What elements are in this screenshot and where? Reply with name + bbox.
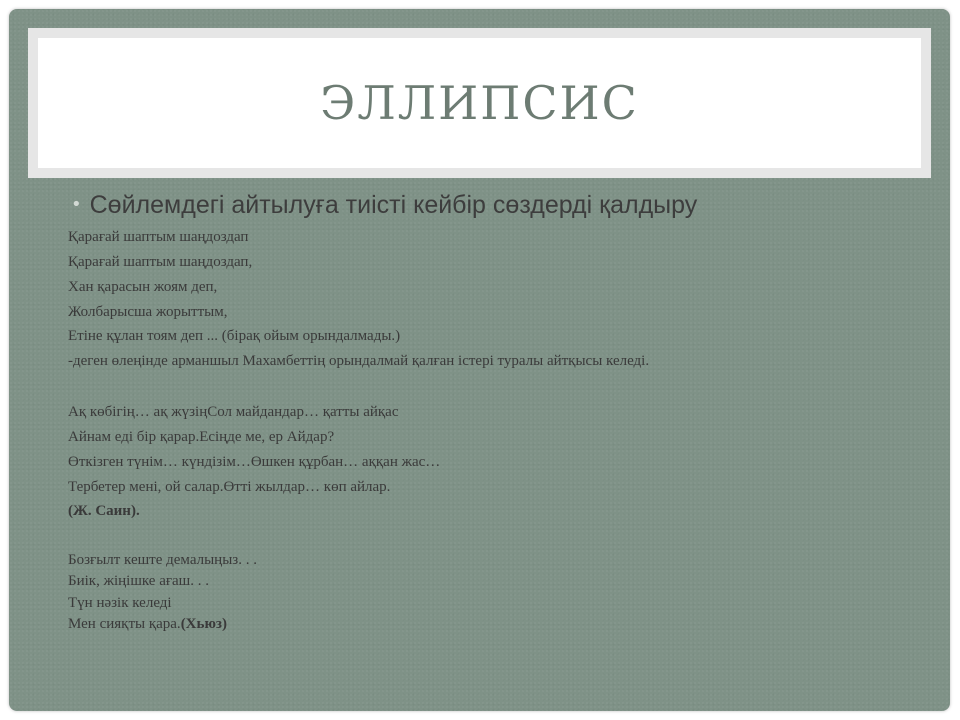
poem3-line: Биік, жіңішке ағаш. . .: [68, 573, 209, 589]
poem2-line: Айнам еді бір қарар.Есіңде ме, ер Айдар?: [68, 429, 335, 445]
poem3-last-line: [68, 616, 227, 633]
poem2-line: Тербетер мені, ой салар.Өтті жылдар… көп айлар.: [68, 479, 391, 495]
poem2-line: Ақ көбігің… ақ жүзіңСол майдандар… қатты айқас: [68, 404, 399, 420]
poem1-line: -деген өлеңінде арманшыл Махамбеттің орындалмай қалған істері туралы айтқысы келеді.: [68, 353, 650, 369]
bullet-dot-icon: •: [71, 194, 82, 215]
poem2-line: Өткізген түнім… күндізім…Өшкен құрбан… аққан жас…: [68, 454, 441, 470]
title-box: [38, 38, 921, 168]
poem3-line: Бозғылт кеште демалыңыз. . .: [68, 552, 257, 568]
poem3-line: Түн нәзік келеді: [68, 595, 172, 611]
bullet-item: [71, 191, 697, 220]
poem1-line: Жолбарысша жорыттым,: [68, 304, 228, 320]
poem1-line: Қарағай шаптым шаңдоздап: [68, 229, 249, 245]
poem3-author: (Хьюз): [180, 616, 227, 632]
title-frame: [28, 28, 931, 178]
poem3-last-text: Мен сияқты қара.: [68, 616, 181, 632]
poem2-author: (Ж. Саин).: [68, 503, 140, 519]
poem1-line: Етіне құлан тоям деп ... (бірақ ойым орындалмады.): [68, 328, 401, 344]
slide: [9, 9, 950, 711]
poem1-line: Хан қарасын жоям деп,: [68, 279, 218, 295]
poem1-line: Қарағай шаптым шаңдоздап,: [68, 254, 253, 270]
bullet-text: Сөйлемдегі айтылуға тиісті кейбір сөздерді қалдыру: [89, 191, 698, 219]
slide-title: ЭЛЛИПСИС: [320, 76, 639, 130]
